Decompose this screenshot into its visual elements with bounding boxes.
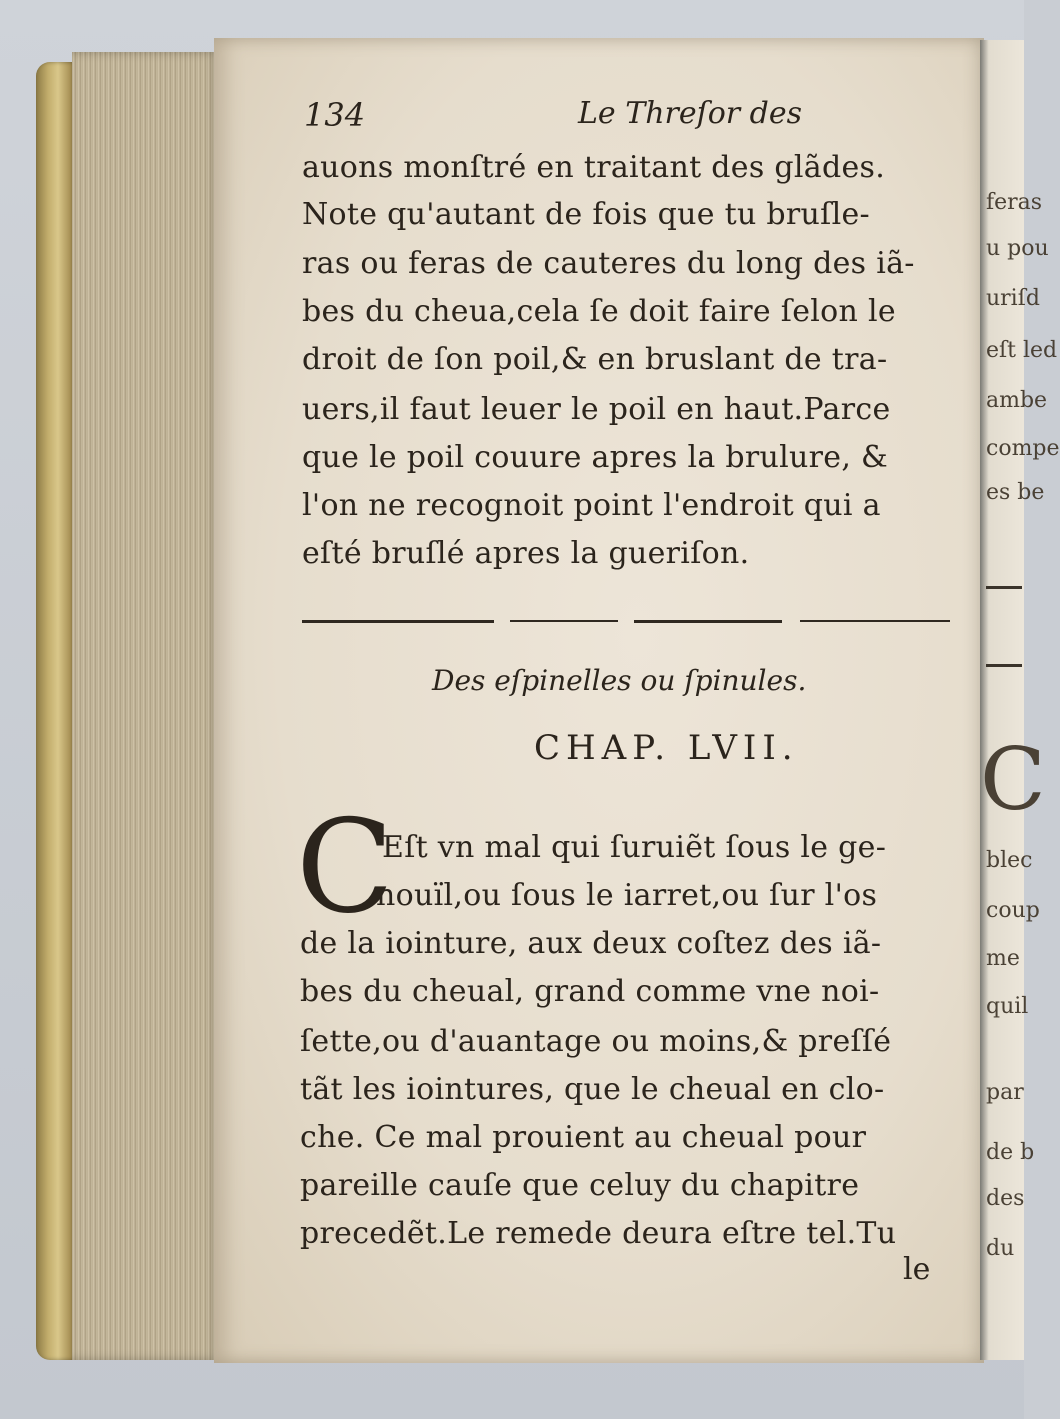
text-line: Eſt vn mal qui ſuruiẽt ſous le ge- <box>382 830 887 865</box>
facing-page-rule <box>986 586 1022 589</box>
text-line: tãt les iointures, que le cheual en clo- <box>300 1072 885 1107</box>
text-line: ras ou feras de cauteres du long des iã- <box>302 246 915 281</box>
facing-page-fragment: me <box>986 946 1020 971</box>
facing-page-fragment: blec <box>986 848 1033 873</box>
text-line: bes du cheua,cela ſe doit faire ſelon le <box>302 294 896 329</box>
text-line: ſette,ou d'auantage ou moins,& preſſé <box>300 1024 892 1059</box>
book-spine <box>36 62 76 1360</box>
text-line: Note qu'autant de fois que tu bruſle- <box>302 197 870 232</box>
facing-page-fragment: par <box>986 1080 1024 1105</box>
ornamental-rule <box>800 620 950 622</box>
facing-page-fragment: quil <box>986 994 1029 1019</box>
facing-page-edge <box>980 40 1060 1360</box>
text-line: que le poil couure apres la brulure, & <box>302 440 889 475</box>
page-edges <box>72 52 220 1360</box>
text-line: droit de ſon poil,& en bruslant de tra- <box>302 342 888 377</box>
facing-page-fragment: du <box>986 1236 1015 1261</box>
facing-page-fragment: u pou <box>986 236 1049 261</box>
ornamental-rule <box>302 620 494 623</box>
facing-page-fragment: eſt led <box>986 338 1058 363</box>
facing-page-fragment: C <box>980 730 1046 830</box>
facing-page-fragment: es be <box>986 480 1045 505</box>
facing-page-fragment: uriſd <box>986 286 1040 311</box>
text-line: pareille cauſe que celuy du chapitre <box>300 1168 860 1203</box>
section-title: Des eſpinelles ou ſpinules. <box>432 664 807 697</box>
text-line: eſté bruſlé apres la gueriſon. <box>302 536 750 571</box>
text-line: auons monſtré en traitant des glãdes. <box>302 150 886 185</box>
page-number: 134 <box>304 96 366 134</box>
facing-page-fragment: des <box>986 1186 1025 1211</box>
running-title: Le Threſor des <box>578 96 803 131</box>
text-line: bes du cheual, grand comme vne noi- <box>300 974 880 1009</box>
facing-page-fragment: compe <box>986 436 1060 461</box>
catchword: le <box>903 1252 931 1287</box>
facing-page-fragment: feras <box>986 190 1043 215</box>
text-line: precedẽt.Le remede deura eſtre tel.Tu <box>300 1216 897 1251</box>
text-line: che. Ce mal prouient au cheual pour <box>300 1120 867 1155</box>
facing-page-fragment: de b <box>986 1140 1035 1165</box>
drop-cap: C <box>296 793 394 942</box>
text-line: uers,il faut leuer le poil en haut.Parce <box>302 392 891 427</box>
chapter-heading: CHAP. LVII. <box>534 728 799 768</box>
book-page <box>214 38 984 1363</box>
facing-page-rule <box>986 664 1022 667</box>
ornamental-rule <box>634 620 782 623</box>
text-line: de la iointure, aux deux coſtez des iã- <box>300 926 882 961</box>
facing-page-fragment: coup <box>986 898 1040 923</box>
text-line: l'on ne recognoit point l'endroit qui a <box>302 488 881 523</box>
ornamental-rule <box>510 620 618 622</box>
facing-page-fragment: ambe <box>986 388 1048 413</box>
text-line: nouïl,ou ſous le iarret,ou ſur l'os <box>376 878 878 913</box>
